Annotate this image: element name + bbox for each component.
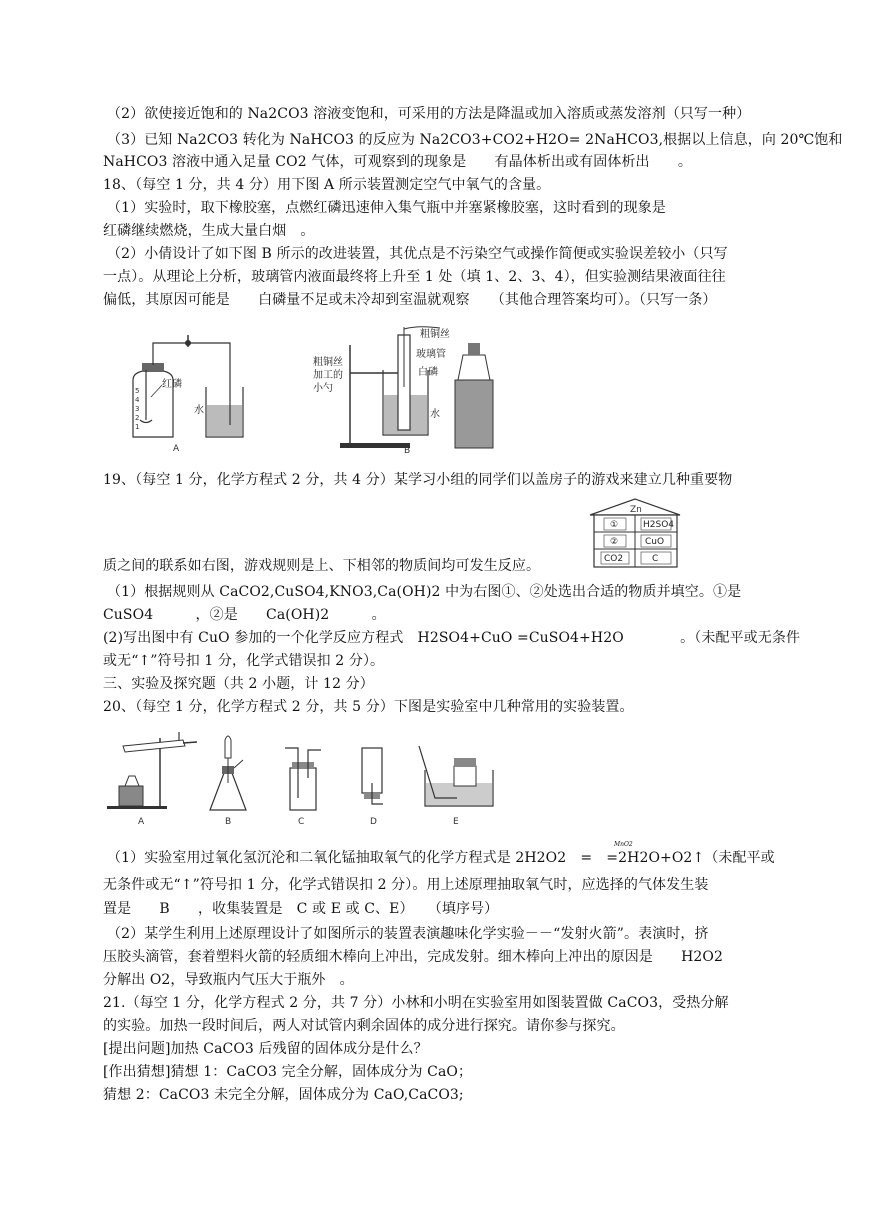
house-roof: Zn — [630, 505, 642, 515]
text-line: 红磷继续燃烧，生成大量白烟 。 — [103, 223, 315, 239]
house-cell-h2so4: H2SO4 — [643, 520, 675, 530]
svg-text:B: B — [404, 446, 411, 455]
apparatus-a — [107, 732, 197, 827]
svg-text:红磷: 红磷 — [162, 379, 182, 390]
text-line: 或无“↑”符号扣 1 分，化学式错误扣 2 分）。 — [103, 653, 385, 669]
text-line: 质之间的联系如右图，游戏规则是上、下相邻的物质间均可发生反应。 — [103, 558, 541, 574]
text-line: 一点）。从理论上分析，玻璃管内液面最终将上升至 1 处（填 1、2、3、4），但实验测结果液面往往 — [103, 269, 726, 285]
text-line: （2）欲使接近饱和的 Na2CO3 溶液变饱和，可采用的方法是降温或加入溶质或蒸发溶剂（只写一种） — [107, 106, 751, 122]
svg-text:白磷: 白磷 — [418, 367, 438, 378]
question-21-heading: 21.（每空 1 分，化学方程式 2 分，共 7 分）小林和小明在实验室用如图装置做 CaCO3，受热分解 — [103, 995, 729, 1011]
apparatus-c — [285, 748, 321, 827]
svg-text:5: 5 — [135, 387, 140, 395]
svg-text:C: C — [298, 817, 305, 827]
catalyst-label: MnO2 — [614, 841, 633, 848]
text-line: 置是 B ，收集装置是 C 或 E 或 C、E） （填序号） — [103, 901, 499, 917]
svg-text:3: 3 — [135, 405, 140, 413]
apparatus-d — [362, 748, 383, 827]
text-line: [作出猜想]猜想 1：CaCO3 完全分解，固体成分为 CaO； — [103, 1064, 473, 1080]
text-line: （1）根据规则从 CaCO2,CuSO4,KNO3,Ca(OH)2 中为右图①、②处选出合适的物质并填空。①是 — [107, 584, 742, 600]
svg-text:A: A — [173, 444, 180, 454]
house-cell-cuo: CuO — [645, 537, 665, 547]
svg-text:B: B — [225, 817, 232, 827]
svg-text:粗铜丝: 粗铜丝 — [313, 357, 343, 368]
svg-text:D: D — [370, 817, 377, 827]
text-line: (2)写出图中有 CuO 参加的一个化学反应方程式 H2SO4+CuO =CuSO4+H2O 。（未配平或无条件 — [103, 630, 801, 646]
text-line: CuSO4 ，②是 Ca(OH)2 。 — [103, 607, 386, 623]
svg-text:E: E — [453, 817, 459, 827]
house-cell-co2: CO2 — [604, 554, 624, 564]
text-line: （1）实验室用过氧化氢沉沦和二氧化锰抽取氧气的化学方程式是 2H2O2 = =2H2O+O2↑（未配平或 — [107, 850, 775, 866]
svg-text:水: 水 — [430, 409, 440, 420]
apparatus-a — [133, 335, 243, 454]
apparatus-b — [210, 736, 246, 827]
lab-apparatus-figure — [105, 728, 505, 828]
text-line: 分解出 O2，导致瓶内气压大于瓶外 。 — [103, 972, 354, 988]
svg-text:A: A — [138, 817, 145, 827]
text-line: 偏低，其原因可能是 白磷量不足或未冷却到室温就观察 （其他合理答案均可）。（只写一条） — [103, 292, 717, 308]
section-3-heading: 三、实验及探究题（共 2 小题，计 12 分） — [103, 676, 374, 692]
text-line: NaHCO3 溶液中通入足量 CO2 气体，可观察到的现象是 有晶体析出或有固体析出 。 — [103, 154, 692, 170]
question-18-heading: 18、（每空 1 分，共 4 分）用下图 A 所示装置测定空气中氧气的含量。 — [103, 177, 551, 193]
text-line: （2）小倩设计了如下图 B 所示的改进装置，其优点是不污染空气或操作简便或实验误差较小（只写 — [107, 246, 728, 262]
text-line: [提出问题]加热 CaCO3 后残留的固体成分是什么？ — [103, 1041, 428, 1057]
text-line: （3）已知 Na2CO3 转化为 NaHCO3 的反应为 Na2CO3+CO2+H2O= 2NaHCO3,根据以上信息，向 20℃饱和 — [107, 132, 843, 148]
house-cell-1: ① — [610, 520, 619, 530]
text-line: （1）实验时，取下橡胶塞，点燃红磷迅速伸入集气瓶中并塞紧橡胶塞，这时看到的现象是 — [107, 200, 666, 216]
text-line: 压胶头滴管，套着塑料火箭的轻质细木棒向上冲出，完成发射。细木棒向上冲出的原因是 H2O2 — [103, 949, 723, 965]
text-line: （2）某学生利用上述原理设计了如图所示的装置表演趣味化学实验－－“发射火箭”。表演时，挤 — [107, 926, 709, 942]
apparatus-e — [419, 746, 493, 827]
house-cell-c: C — [652, 554, 659, 564]
svg-text:1: 1 — [135, 423, 140, 431]
text-line: 无条件或无“↑”符号扣 1 分，化学式错误扣 2 分）。用上述原理抽取氧气时，应选择的气体发生装 — [103, 877, 709, 893]
svg-text:加工的: 加工的 — [313, 370, 343, 381]
svg-text:玻璃管: 玻璃管 — [416, 349, 446, 360]
question-19-heading: 19、（每空 1 分，化学方程式 2 分，共 4 分）某学习小组的同学们以盖房子的游戏来建立几种重要物 — [103, 472, 733, 488]
text-line: 猜想 2：CaCO3 未完全分解，固体成分为 CaO,CaCO3; — [103, 1087, 464, 1103]
text-line: 的实验。加热一段时间后，两人对试管内剩余固体的成分进行探究。请你参与探究。 — [103, 1018, 625, 1034]
svg-text:2: 2 — [135, 414, 140, 422]
svg-text:粗铜丝: 粗铜丝 — [420, 329, 450, 340]
oxygen-apparatus-figure — [118, 325, 528, 455]
svg-text:4: 4 — [135, 396, 140, 404]
house-game-figure — [588, 497, 683, 569]
apparatus-b — [313, 327, 493, 455]
svg-text:小勺: 小勺 — [313, 383, 333, 394]
question-20-heading: 20、（每空 1 分，化学方程式 2 分，共 5 分）下图是实验室中几种常用的实验装置。 — [103, 699, 634, 715]
svg-text:水: 水 — [194, 405, 204, 416]
house-cell-2: ② — [610, 537, 619, 547]
